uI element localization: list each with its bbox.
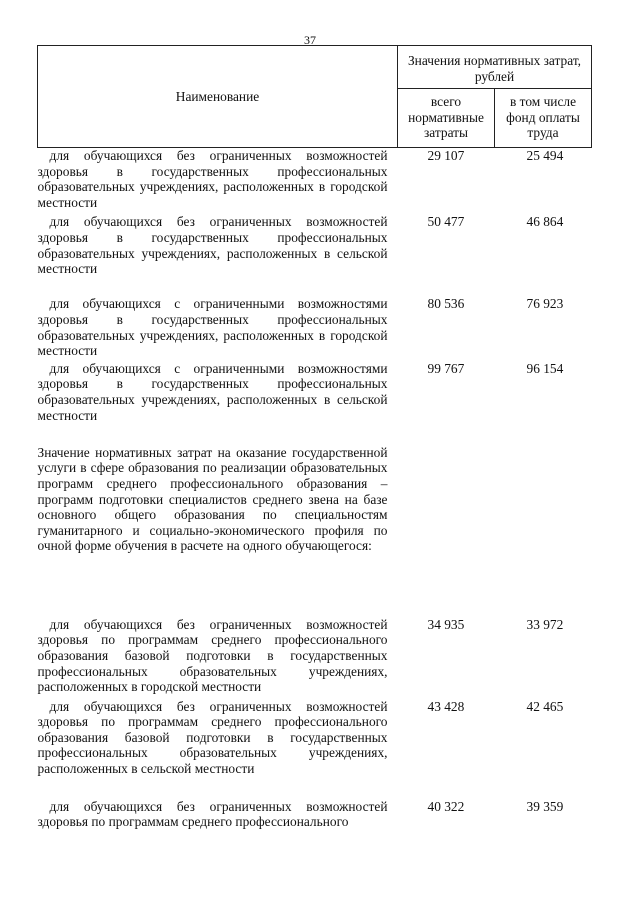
table-row	[38, 359, 592, 445]
row-name: для обучающихся с ограниченными возможностями здоровья в государственных профессиональных образовательных учреждениях, расположенных в сельской местности	[37, 360, 388, 423]
table-row	[38, 296, 592, 358]
section-heading: Значение нормативных затрат на оказание государственной услуги в сфере образования по реализации образовательных программ среднего профессионального образования – программ подготовки специалистов среднего звена на базе основного общего образования по специальностям гуманитарного и социально-экономического профиля по очной форме обучения в расчете на одного обучающегося:	[37, 444, 388, 554]
row-wage-fund: 33 972	[526, 616, 564, 632]
row-name: для обучающихся без ограниченных возможностей здоровья по программам среднего профессионального образования базовой подготовки в государственных профессиональных образовательных учреждениях, расположенных в городской местности	[37, 616, 388, 695]
row-total: 80 536	[427, 296, 465, 312]
row-wage-fund: 25 494	[526, 147, 564, 163]
header-wage-fund: в том числе фонд оплаты труда	[495, 89, 592, 148]
table-row	[38, 617, 592, 695]
row-total: 50 477	[427, 214, 465, 230]
row-wage-fund: 39 359	[526, 798, 564, 814]
page-number: 37	[304, 33, 316, 47]
row-wage-fund: 76 923	[526, 296, 564, 312]
table-row	[38, 695, 592, 799]
row-name: для обучающихся без ограниченных возможностей здоровья по программам среднего профессионального образования базовой подготовки в государственных профессиональных образовательных учреждениях, расположенных в сельской местности	[37, 698, 388, 777]
table-row	[38, 799, 592, 830]
row-wage-fund: 96 154	[526, 360, 564, 376]
cost-table	[37, 45, 592, 830]
header-values-group: Значения нормативных затрат, рублей	[398, 46, 592, 89]
row-total	[398, 445, 495, 617]
header-name: Наименование	[38, 46, 398, 148]
row-total: 99 767	[427, 360, 465, 376]
row-name: для обучающихся без ограниченных возможностей здоровья в государственных профессиональных образовательных учреждениях, расположенных в городской местности	[37, 147, 388, 210]
row-wage-fund: 46 864	[526, 214, 564, 230]
table-row	[38, 210, 592, 296]
table-row-section	[38, 445, 592, 617]
row-name: для обучающихся без ограниченных возможностей здоровья в государственных профессиональных образовательных учреждениях, расположенных в сельской местности	[37, 214, 388, 277]
header-total: всего нормативные затраты	[398, 89, 495, 148]
row-wage-fund	[495, 445, 592, 617]
row-total: 40 322	[427, 798, 465, 814]
row-total: 29 107	[427, 147, 465, 163]
row-total: 43 428	[427, 698, 465, 714]
table-row	[38, 147, 592, 210]
row-name: для обучающихся с ограниченными возможностями здоровья в государственных профессиональных образовательных учреждениях, расположенных в городской местности	[37, 296, 388, 359]
row-wage-fund: 42 465	[526, 698, 564, 714]
row-total: 34 935	[427, 616, 465, 632]
row-name: для обучающихся без ограниченных возможностей здоровья по программам среднего профессионального	[37, 798, 388, 830]
